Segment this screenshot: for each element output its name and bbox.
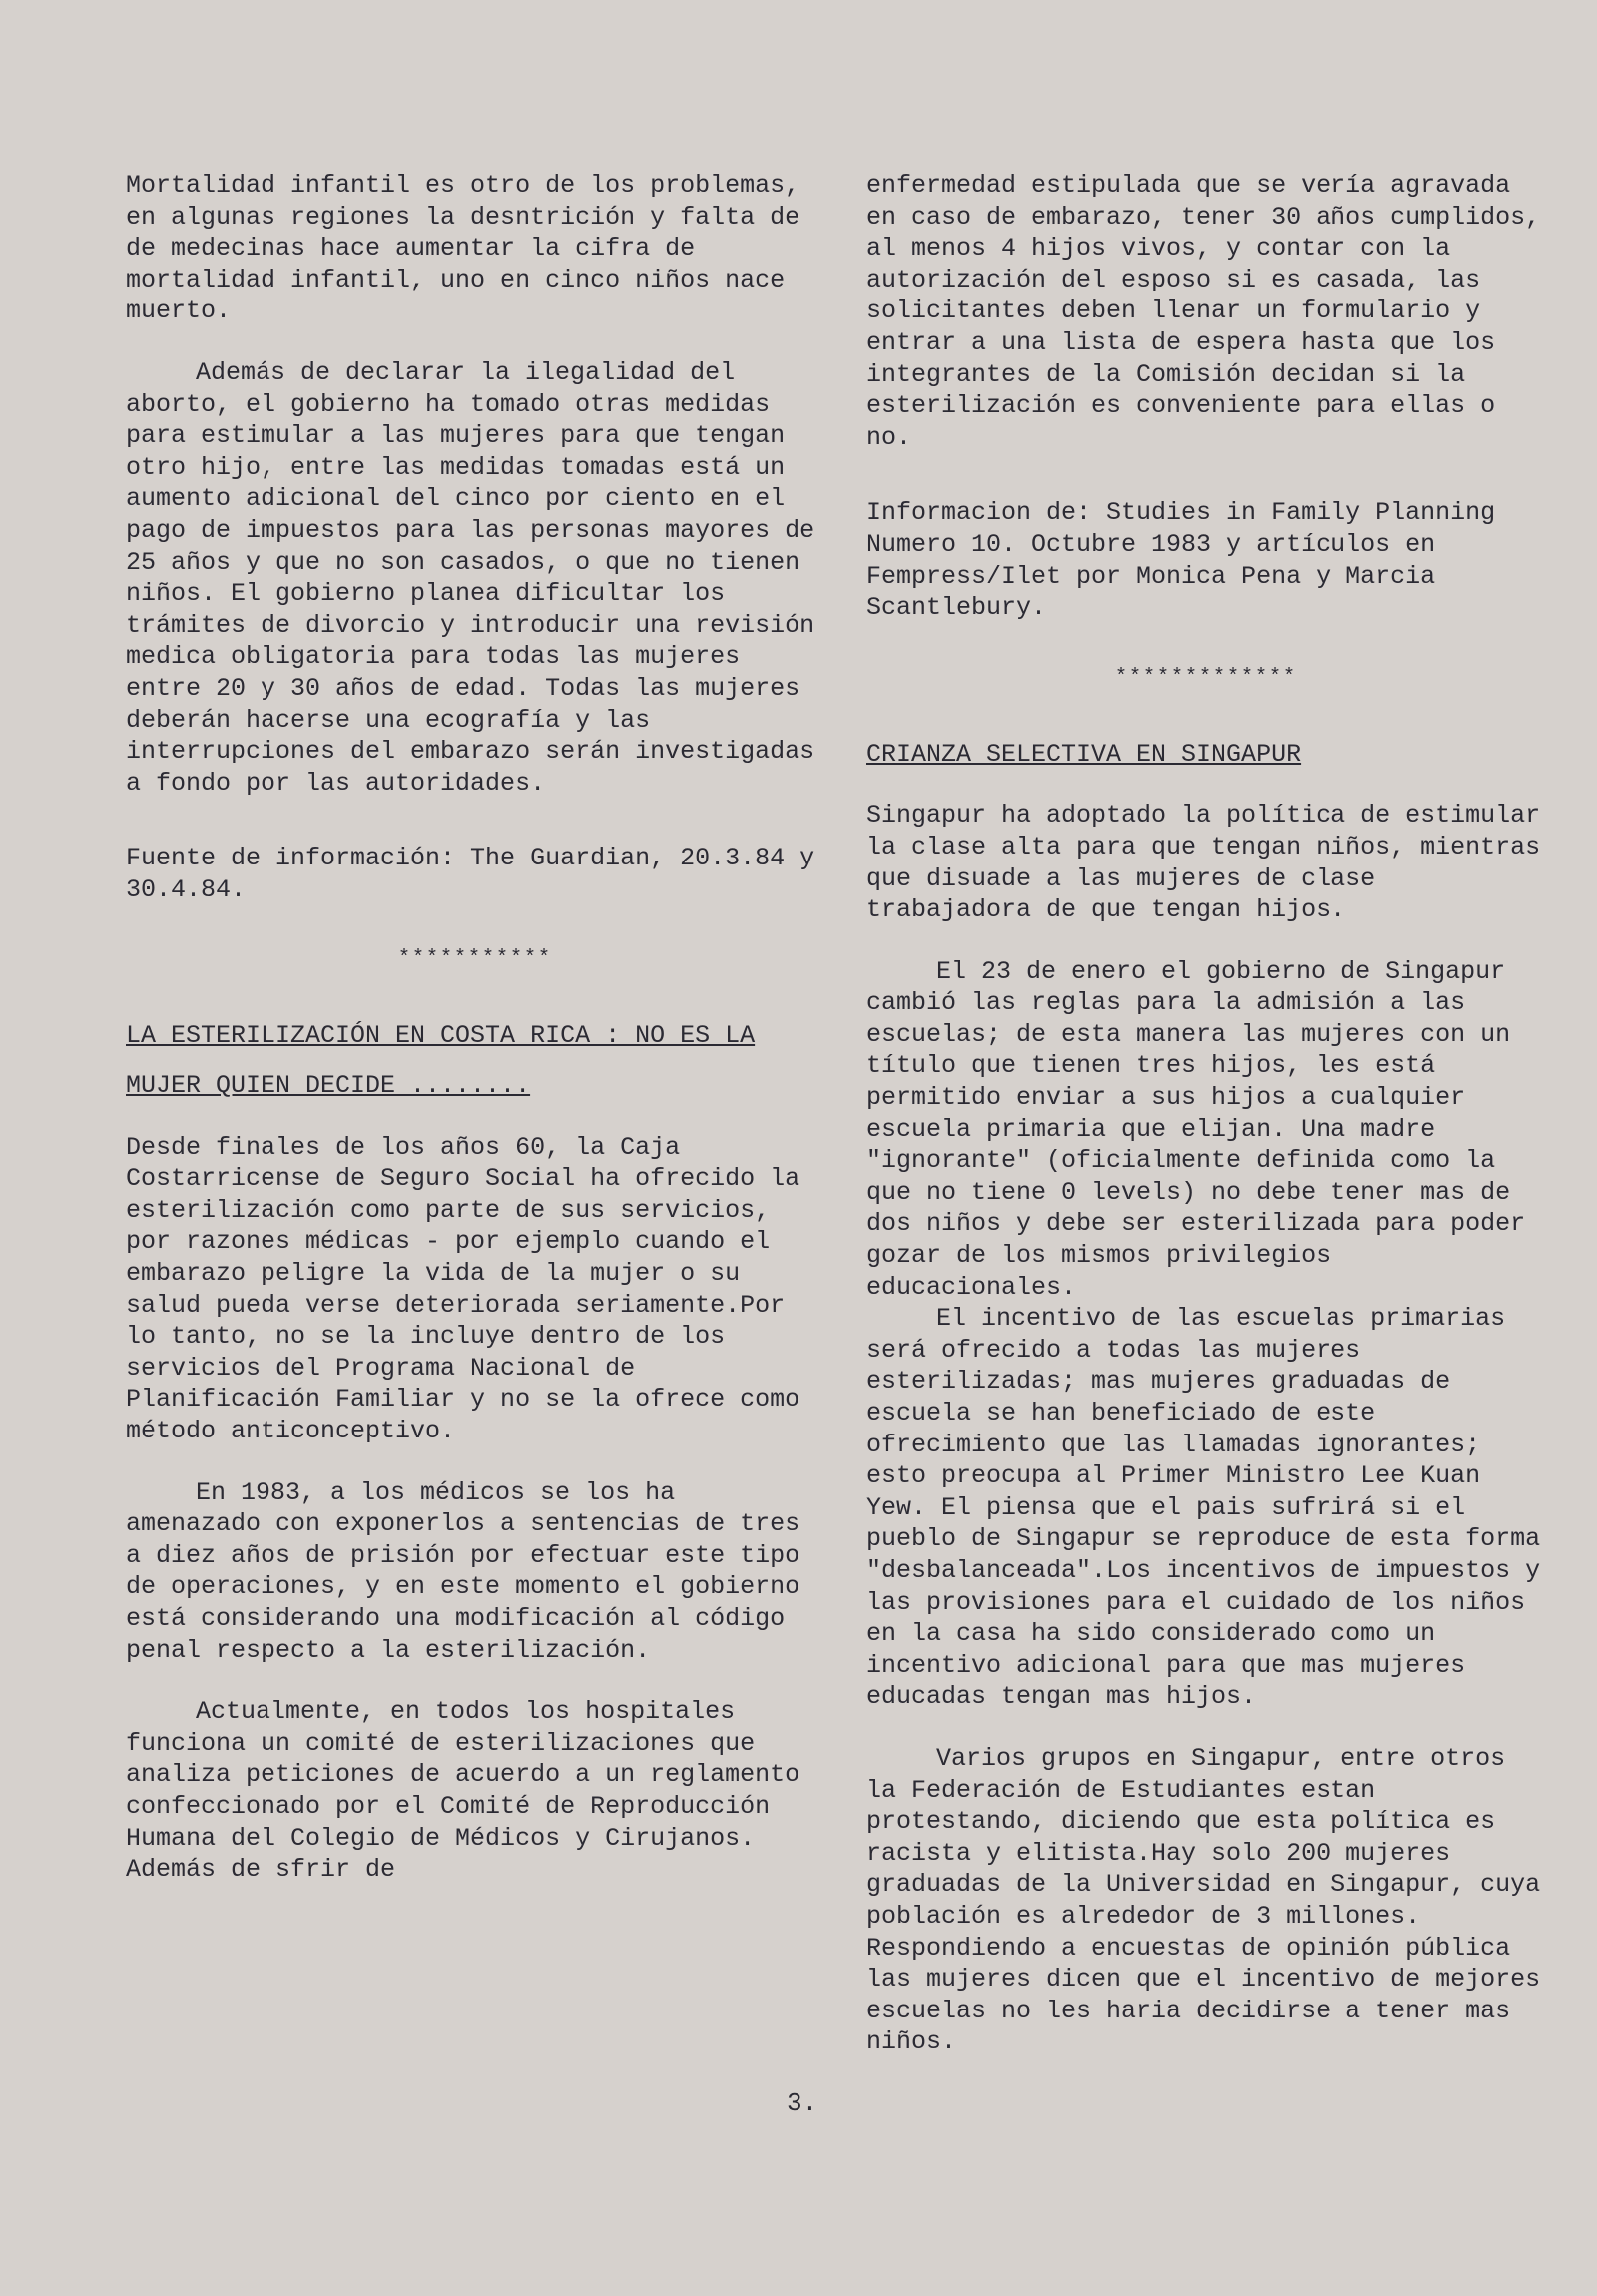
page-number: 3. <box>787 2088 818 2118</box>
paragraph-singapore-protests: Varios grupos en Singapur, entre otros la Federación de Estudiantes estan protestando, diciendo que esta política es racista y elitista.Hay solo 200 mujeres graduadas de la Universidad en Singapur, cuya población es alrededor de 3 millones. Respondiendo a encuestas de opinión pública las mujeres dicen que el incentivo de mejores escuelas no les haria decidirse a tener mas niños. <box>866 1743 1541 2057</box>
paragraph-costa-rica-committee: Actualmente, en todos los hospitales funciona un comité de esterilizaciones que analiza peticiones de acuerdo a un reglamento confeccionado por el Comité de Reproducción Humana del Colegio de Médicos y Cirujanos. Además de sfrir de <box>126 1697 800 1885</box>
article-heading-singapore: CRIANZA SELECTIVA EN SINGAPUR <box>866 739 1302 769</box>
right-column <box>866 170 1545 2058</box>
section-separator: ************* <box>1114 665 1298 689</box>
source-guardian: Fuente de información: The Guardian, 20.3.84 y 30.4.84. <box>126 844 815 904</box>
paragraph-sterilization-requirements: enfermedad estipulada que se vería agravada en caso de embarazo, tener 30 años cumplidos, al menos 4 hijos vivos, y contar con la autorización del esposo si es casada, las solicitantes deben llenar un formulario y entrar a una lista de espera hasta que los integrantes de la Comisión decidan si la esterilización es conveniente para ellas o no. <box>866 171 1541 452</box>
paragraph-abortion-measures: Además de declarar la ilegalidad del aborto, el gobierno ha tomado otras medidas para estimular a las mujeres para que tengan otro hijo, entre las medidas tomadas está un aumento adicional del cinco por ciento en el pago de impuestos para las personas mayores de 25 años y que no son casados, o que no tienen niños. El gobierno planea dificultar los trámites de divorcio y introducir una revisión medica obligatoria para todas las mujeres entre 20 y 30 años de edad. Todas las mujeres deberán hacerse una ecografía y las interrupciones del embarazo serán investigadas a fondo por las autoridades. <box>126 357 815 798</box>
article-heading-costa-rica: LA ESTERILIZACIÓN EN COSTA RICA : NO ES LA <box>126 1021 756 1051</box>
left-column <box>126 170 824 1886</box>
section-separator: *********** <box>397 947 553 971</box>
paragraph-infant-mortality: Mortalidad infantil es otro de los problemas, en algunas regiones la desntrición y falta de de medecinas hace aumentar la cifra de mortalidad infantil, uno en cinco niños nace muerto. <box>126 171 800 326</box>
paragraph-singapore-incentive: El incentivo de las escuelas primarias será ofrecido a todas las mujeres esterilizadas; mas mujeres graduadas de escuela se han beneficiado de este ofrecimiento que las llamadas ignorantes; esto preocupa al Primer Ministro Lee Kuan Yew. El piensa que el pais sufrirá si el pueblo de Singapur se reproduce de esta forma "desbalanceada".Los incentivos de impuestos y las provisiones para el cuidado de los niños en la casa ha sido considerado como un incentivo adicional para que mas mujeres educadas tengan mas hijos. <box>866 1304 1541 1712</box>
source-family-planning: Informacion de: Studies in Family Planning Numero 10. Octubre 1983 y artículos en Fempress/Ilet por Monica Pena y Marcia Scantlebury. <box>866 498 1496 623</box>
article-heading-costa-rica-cont: MUJER QUIEN DECIDE ........ <box>126 1071 531 1101</box>
paragraph-costa-rica-1983: En 1983, a los médicos se los ha amenazado con exponerlos a sentencias de tres a diez años de prisión por efectuar este tipo de operaciones, y en este momento el gobierno está considerando una modificación al código penal respecto a la esterilización. <box>126 1477 800 1665</box>
paragraph-singapore-schools: El 23 de enero el gobierno de Singapur cambió las reglas para la admisión a las escuelas; de esta manera las mujeres con un título que tienen tres hijos, les está permitido enviar a sus hijos a cualquier escuela primaria que elijan. Una madre "ignorante" (oficialmente definida como la que no tiene 0 levels) no debe tener mas de dos niños y debe ser esterilizada para poder gozar de los mismos privilegios educacionales. <box>866 956 1526 1302</box>
paragraph-costa-rica-intro: Desde finales de los años 60, la Caja Costarricense de Seguro Social ha ofrecido la esterilización como parte de sus servicios, por razones médicas - por ejemplo cuando el embarazo peligre la vida de la mujer o su salud pueda verse deteriorada seriamente.Por lo tanto, no se la incluye dentro de los servicios del Programa Nacional de Planificación Familiar y no se la ofrece como método anticonceptivo. <box>126 1132 800 1445</box>
paragraph-singapore-intro: Singapur ha adoptado la política de estimular la clase alta para que tengan niños, mientras que disuade a las mujeres de clase trabajadora de que tengan hijos. <box>866 801 1541 925</box>
